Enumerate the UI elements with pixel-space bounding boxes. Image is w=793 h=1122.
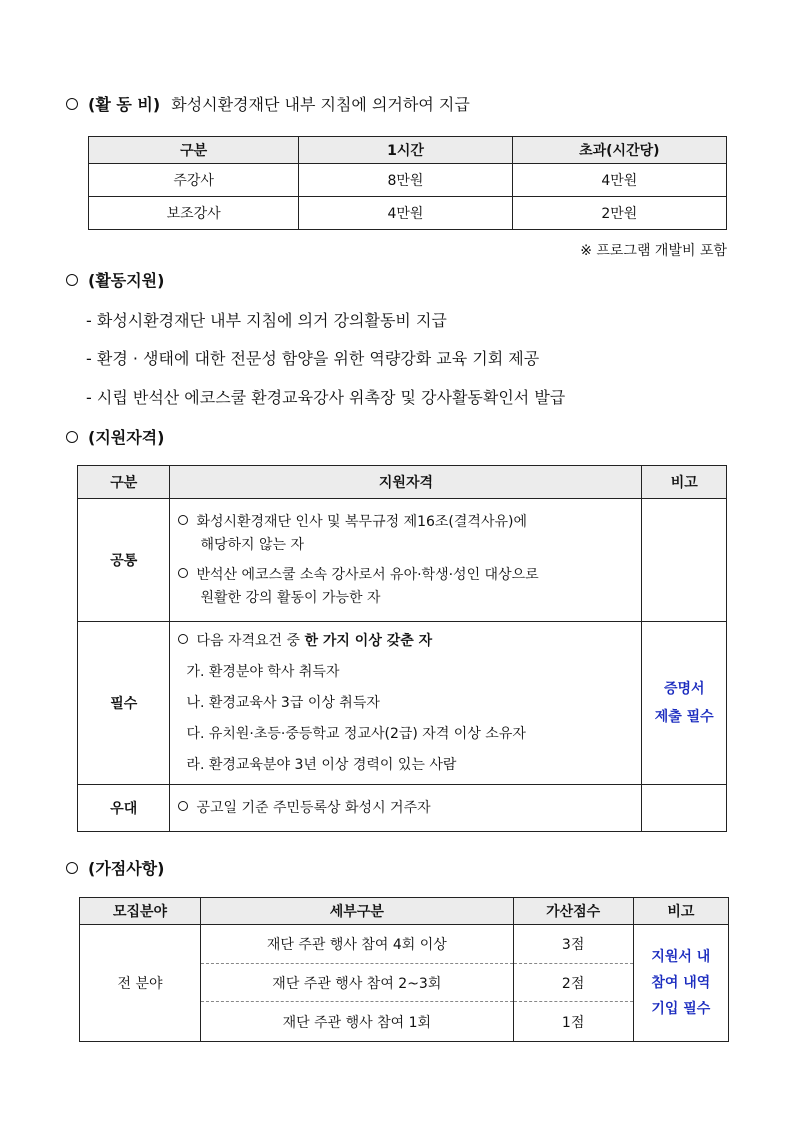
remark-cell [642,499,727,622]
table-cell: 재단 주관 행사 참여 1회 [201,1002,514,1042]
section-text: 화성시환경재단 내부 지침에 의거하여 지급 [171,95,470,114]
table-row [78,622,727,785]
qualification-item: 화성시환경재단 인사 및 복무규정 제16조(결격사유)에 [178,511,633,534]
section-label: (활동지원) [88,271,165,290]
list-item: 다. 유치원·초등·중등학교 정교사(2급) 자격 이상 소유자 [186,725,526,742]
qualification-item: 공고일 기준 주민등록상 화성시 거주자 [178,797,633,820]
circle-bullet-icon [178,801,188,811]
category-cell: 공통 [78,499,170,622]
table-cell: 2만원 [512,197,726,230]
circle-bullet-icon [66,431,78,443]
section-label: (지원자격) [88,428,165,447]
table-row [89,197,727,230]
qualification-item: 반석산 에코스쿨 소속 강사로서 유아·학생·성인 대상으로 [178,564,633,587]
header-cell: 구분 [89,137,299,164]
table-cell: 8만원 [299,164,512,197]
fee-note: ※ 프로그램 개발비 포함 [580,243,727,259]
table-cell: 보조강사 [89,197,299,230]
header-cell: 비고 [642,466,727,499]
table-row [80,925,729,964]
remark-cell [642,785,727,832]
qualification-cell: 화성시환경재단 인사 및 복무규정 제16조(결격사유)에 해당하지 않는 자 반석산 에코스쿨 소속 강사로서 유아·학생·성인 대상으로 원활한 강의 활동이 가능한 자 [170,499,642,622]
qualifications-table [77,465,727,832]
header-cell: 모집분야 [80,898,201,925]
table-cell: 주강사 [89,164,299,197]
header-cell: 1시간 [299,137,512,164]
section-bonus-heading [66,856,164,879]
circle-bullet-icon [178,515,188,525]
table-cell: 3점 [513,925,633,964]
table-cell: 1점 [513,1002,633,1042]
remark-cell: 지원서 내 참여 내역 기입 필수 [633,925,728,1042]
list-item: - 화성시환경재단 내부 지침에 의거 강의활동비 지급 [86,311,447,330]
circle-bullet-icon [66,862,78,874]
table-cell: 재단 주관 행사 참여 2~3회 [201,964,514,1002]
header-cell: 세부구분 [201,898,514,925]
list-item: 라. 환경교육분야 3년 이상 경력이 있는 사람 [186,756,457,773]
section-qualifications-heading [66,425,164,448]
header-cell: 초과(시간당) [512,137,726,164]
table-row [89,164,727,197]
header-cell: 비고 [633,898,728,925]
field-cell: 전 분야 [80,925,201,1042]
list-item: 가. 환경분야 학사 취득자 [186,663,340,680]
category-cell: 우대 [78,785,170,832]
table-cell: 재단 주관 행사 참여 4회 이상 [201,925,514,964]
circle-bullet-icon [66,98,78,110]
header-cell: 가산점수 [513,898,633,925]
table-cell: 2점 [513,964,633,1002]
header-cell: 지원자격 [170,466,642,499]
table-cell: 4만원 [299,197,512,230]
section-label: (활 동 비) [88,95,161,114]
table-row [78,785,727,832]
category-cell: 필수 [78,622,170,785]
header-cell: 구분 [78,466,170,499]
remark-cell: 증명서 제출 필수 [642,622,727,785]
circle-bullet-icon [66,274,78,286]
section-activity-support-heading [66,268,164,291]
qualification-cell [170,622,642,785]
circle-bullet-icon [178,634,188,644]
list-item: 나. 환경교육사 3급 이상 취득자 [186,694,380,711]
qualification-intro: 다음 자격요건 중 한 가지 이상 갖춘 자 [178,630,633,653]
activity-fee-table [88,136,727,230]
list-item: - 환경 · 생태에 대한 전문성 함양을 위한 역량강화 교육 기회 제공 [86,349,540,368]
table-row [78,499,727,622]
section-activity-fee-heading [66,92,470,115]
qualification-cell [170,785,642,832]
circle-bullet-icon [178,568,188,578]
list-item: - 시립 반석산 에코스쿨 환경교육강사 위촉장 및 강사활동확인서 발급 [86,388,566,407]
bonus-table [79,897,729,1042]
table-cell: 4만원 [512,164,726,197]
section-label: (가점사항) [88,859,165,878]
